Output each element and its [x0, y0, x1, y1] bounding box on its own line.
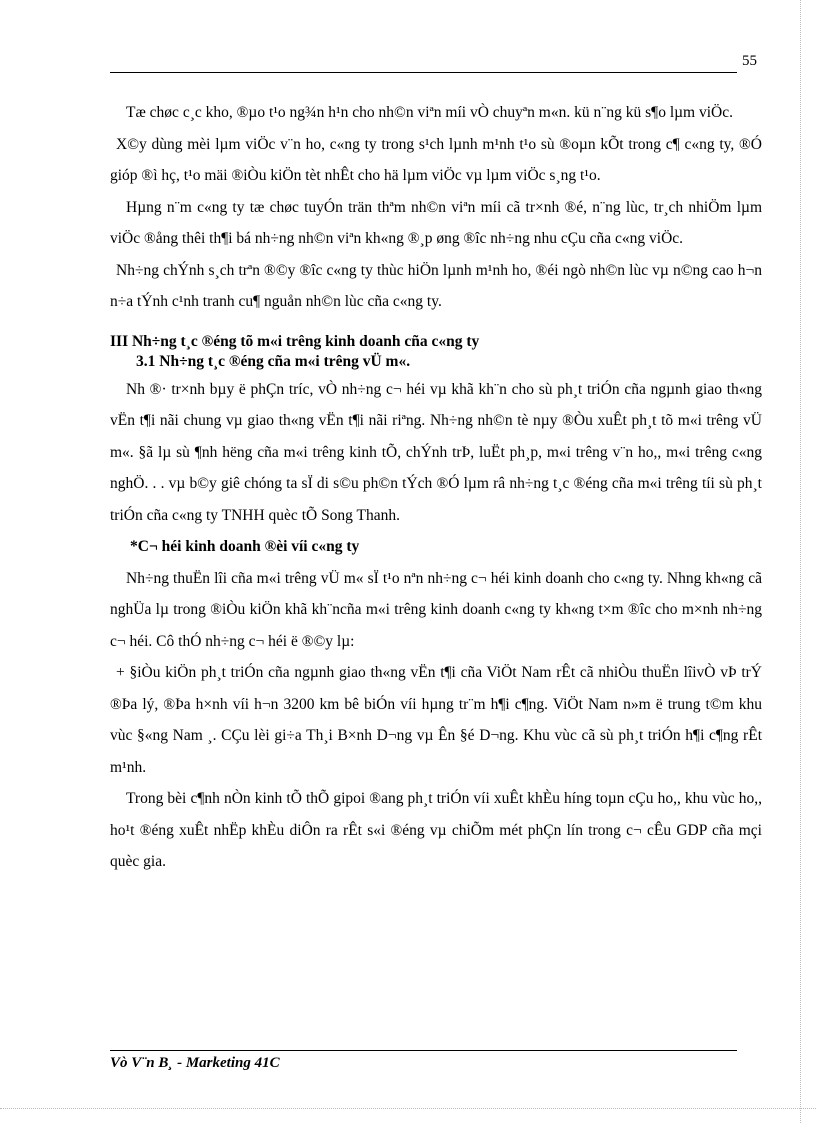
- paragraph: Hµng n¨m c«ng ty tæ chøc tuyÓn trän thªm nh©n viªn míi cã tr×nh ®é, n¨ng lùc, tr¸ch nhiÖm lµm viÖc ®ång thêi th¶i bá nh÷ng nh©n viªn kh«ng ®¸p øng ®îc nh÷ng nhu cÇu cña c«ng viÖc.: [110, 198, 762, 247]
- page-edge-right: [800, 0, 801, 1123]
- minor-heading: *C¬ héi kinh doanh ®èi víi c«ng ty: [130, 538, 360, 555]
- section-heading: III Nh÷ng t¸c ®éng tõ m«i trêng kinh doanh cña c«ng ty: [110, 332, 480, 350]
- header-rule: [110, 72, 737, 73]
- footer-rule: [110, 1050, 737, 1051]
- paragraph: Nh÷ng thuËn lîi cña m«i trêng vÜ m« sÏ t¹o nªn nh÷ng c¬ héi kinh doanh cho c«ng ty. Nhng kh«ng cã nghÜa lµ trong ®iÒu kiÖn khã kh¨ncña m«i trêng kinh doanh c«ng ty kh«ng t×m ®îc cho m×nh nh÷ng c¬ héi. Cô thÓ nh÷ng c¬ héi ë ®©y lµ:: [110, 569, 762, 650]
- paragraph: X©y dùng mèi lµm viÖc v¨n ho, c«ng ty trong s¹ch lµnh m¹nh t¹o sù ®oµn kÕt trong c¶ c«ng ty, ®Ó gióp ®ì hç, t¹o mäi ®iÒu kiÖn tèt nhÊt cho hä lµm viÖc vµ lµm viÖc s¸ng t¹o.: [110, 135, 762, 184]
- paragraph: + §iÒu kiÖn ph¸t triÓn cña ngµnh giao th«ng vËn t¶i cña ViÖt Nam rÊt cã nhiÒu thuËn lîivÒ vÞ trÝ ®Þa lý, ®Þa h×nh víi h¬n 3200 km bê biÓn víi hµng tr¨m h¶i c¶ng. ViÖt Nam n»m ë trung t©m khu vùc §«ng Nam ¸. CÇu lèi gi÷a Th¸i B×nh D¬ng vµ Ên §é D¬ng. Khu vùc cã sù ph¸t triÓn h¶i c¶ng rÊt m¹nh.: [110, 664, 762, 776]
- subsection-heading: 3.1 Nh÷ng t¸c ®éng cña m«i trêng vÜ m«.: [136, 352, 411, 370]
- paragraph: Trong bèi c¶nh nÒn kinh tÕ thÕ gipoi ®ang ph¸t triÓn víi xuÊt khÈu híng toµn cÇu ho,, khu vùc ho,, ho¹t ®éng xuÊt nhËp khÈu diÔn ra rÊt s«i ®éng vµ chiÕm mét phÇn lín trong c¬ cÊu GDP cña mçi quèc gia.: [110, 790, 762, 870]
- document-body: [110, 97, 762, 878]
- footer-author: Vò V¨n B¸ - Marketing 41C: [110, 1055, 280, 1071]
- page-edge-bottom: [0, 1108, 816, 1109]
- page-number: 55: [742, 53, 757, 69]
- paragraph: Nh ®· tr×nh bµy ë phÇn tríc, vÒ nh÷ng c¬ héi vµ khã kh¨n cho sù ph¸t triÓn cña ngµnh giao th«ng vËn t¶i nãi chung vµ giao th«ng vËn t¶i nãi riªng. Nh÷ng nh©n tè nµy ®Òu xuÊt ph¸t tõ m«i trêng vÜ m«. §ã lµ sù ¶nh hëng cña m«i trêng kinh tÕ, chÝnh trÞ, luËt ph¸p, m«i trêng v¨n ho,, m«i trêng c«ng nghÖ. . . vµ b©y giê chóng ta sÏ di s©u ph©n tÝch ®Ó lµm râ nh÷ng t¸c ®éng cña m«i trêng tíi sù ph¸t triÓn cña c«ng ty TNHH quèc tÕ Song Thanh.: [110, 380, 762, 524]
- paragraph: Tæ chøc c¸c kho, ®µo t¹o ng¾n h¹n cho nh©n viªn míi vÒ chuyªn m«n. kü n¨ng kü s¶o lµm viÖc.: [126, 104, 733, 121]
- paragraph: Nh÷ng chÝnh s¸ch trªn ®©y ®îc c«ng ty thùc hiÖn lµnh m¹nh ho, ®éi ngò nh©n lùc vµ n©ng cao h¬n n÷a tÝnh c¹nh tranh cu¶ nguån nh©n lùc cña c«ng ty.: [110, 261, 762, 310]
